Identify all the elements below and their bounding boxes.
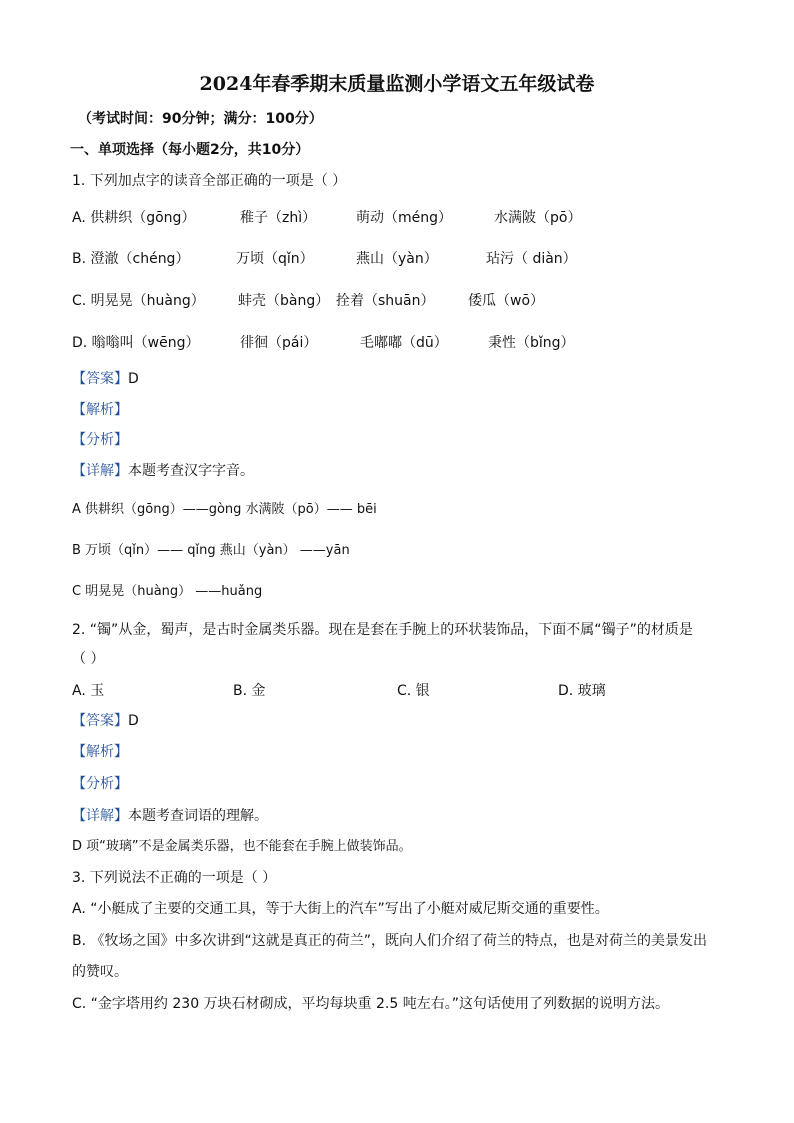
answer-value: D xyxy=(128,713,139,729)
q1-option-d-1: D. 嗡嗡叫（wēng） xyxy=(72,335,200,351)
q1-breakdown-tag: 【分析】 xyxy=(72,432,128,448)
q3-option-c: C. “金字塔用约 230 万块石材砌成，平均每块重 2.5 吨左右。”这句话使用了列数据的说明方法。 xyxy=(72,996,669,1012)
q1-note-a: A 供耕织（gōng）——gòng 水满陂（pō）—— bēi xyxy=(72,502,377,517)
q1-option-c-4: 倭瓜（wō） xyxy=(468,293,545,309)
detail-text: 本题考查词语的理解。 xyxy=(128,808,268,824)
q2-analysis-tag: 【解析】 xyxy=(72,744,128,760)
q3-option-b-line2: 的赞叹。 xyxy=(72,964,128,980)
q2-option-c: C. 银 xyxy=(397,683,430,699)
answer-tag: 【答案】 xyxy=(72,713,128,729)
page-title: 2024年春季期末质量监测小学语文五年级试卷 xyxy=(199,73,595,95)
q1-option-d-3: 毛嘟嘟（dū） xyxy=(360,335,448,351)
q1-detail xyxy=(72,462,254,480)
q1-note-c: C 明晃晃（huàng） ——huǎng xyxy=(72,584,263,599)
q1-option-b-4: 玷污（ diàn） xyxy=(486,251,577,267)
q1-option-b-3: 燕山（yàn） xyxy=(356,251,438,267)
q1-note-b: B 万顷（qǐn）—— qǐng 燕山（yàn） ——yān xyxy=(72,543,350,558)
question-3-stem: 3. 下列说法不正确的一项是（ ） xyxy=(72,870,277,886)
q2-note: D 项“玻璃”不是金属类乐器，也不能套在手腕上做装饰品。 xyxy=(72,839,412,854)
question-1-stem: 1. 下列加点字的读音全部正确的一项是（ ） xyxy=(72,173,347,189)
q1-option-c-2: 蚌壳（bàng） xyxy=(238,293,330,309)
answer-value: D xyxy=(128,371,139,387)
q2-option-a: A. 玉 xyxy=(72,683,105,699)
q1-option-d-4: 秉性（bǐng） xyxy=(488,335,575,351)
q2-answer xyxy=(72,712,139,730)
exam-info: （考试时间：90分钟；满分：100分） xyxy=(78,111,323,127)
q2-option-d: D. 玻璃 xyxy=(558,683,606,699)
detail-tag: 【详解】 xyxy=(72,463,128,479)
q2-breakdown-tag: 【分析】 xyxy=(72,776,128,792)
q1-option-a-3: 萌动（méng） xyxy=(356,210,453,226)
q1-option-c-3: 拴着（shuān） xyxy=(336,293,435,309)
detail-tag: 【详解】 xyxy=(72,808,128,824)
answer-tag: 【答案】 xyxy=(72,371,128,387)
q1-option-b-1: B. 澄澈（chéng） xyxy=(72,251,190,267)
q1-option-a-1: A. 供耕织（gōng） xyxy=(72,210,196,226)
question-2-blank: （ ） xyxy=(72,651,105,667)
q1-option-d-2: 徘徊（pái） xyxy=(240,335,318,351)
q3-option-a: A. “小艇成了主要的交通工具，等于大街上的汽车”写出了小艇对威尼斯交通的重要性。 xyxy=(72,901,609,917)
q1-answer xyxy=(72,370,139,388)
section-heading: 一、单项选择（每小题2分，共10分） xyxy=(70,142,310,158)
q3-option-b-line1: B. 《牧场之国》中多次讲到“这就是真正的荷兰”，既向人们介绍了荷兰的特点，也是对荷兰的美景发出 xyxy=(72,933,708,949)
question-2-stem: 2. “镯”从金，蜀声，是古时金属类乐器。现在是套在手腕上的环状装饰品，下面不属“镯子”的材质是 xyxy=(72,622,693,638)
q1-option-a-2: 稚子（zhì） xyxy=(240,210,317,226)
detail-text: 本题考查汉字字音。 xyxy=(128,463,254,479)
q1-analysis-tag: 【解析】 xyxy=(72,402,128,418)
q1-option-c-1: C. 明晃晃（huàng） xyxy=(72,293,205,309)
q1-option-a-4: 水满陂（pō） xyxy=(494,210,582,226)
q2-detail xyxy=(72,807,268,825)
q1-option-b-2: 万顷（qǐn） xyxy=(236,251,314,267)
q2-option-b: B. 金 xyxy=(233,683,266,699)
